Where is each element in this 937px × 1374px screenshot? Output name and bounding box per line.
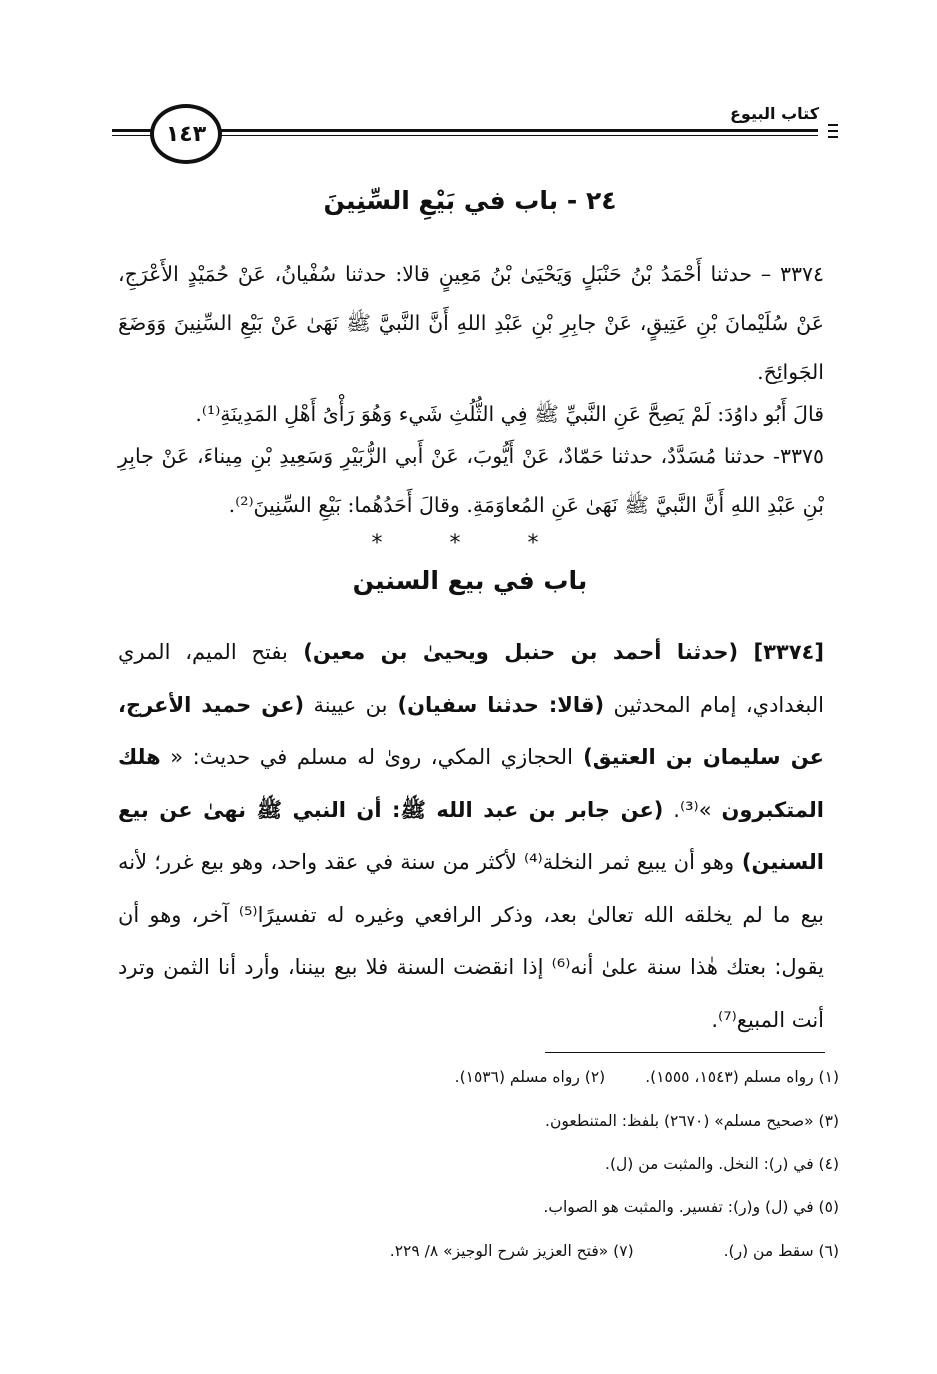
footnote-divider	[545, 1052, 825, 1053]
header-ornament	[828, 130, 838, 132]
footnote-5: (٥) في (ل) و(ر): تفسير. والمثبت هو الصواب.	[543, 1198, 839, 1216]
commentary-segment: (عن جابر بن عبد الله ﷺ: أن النبي ﷺ نهىٰ عن بيع السنين)	[118, 797, 824, 874]
header-rule-left-thin	[112, 135, 152, 136]
commentary-segment: بفتح الميم، المري البغدادي، إمام المحدثين	[118, 640, 824, 717]
header-ornament	[828, 136, 838, 138]
footnote-6: (٦) سقط من (ر).	[723, 1242, 839, 1260]
commentary-title: باب في بيع السنين	[352, 566, 588, 595]
footnote-1: (١) رواه مسلم (١٥٤٣، ١٥٥٥).	[645, 1068, 839, 1086]
commentary-segment: وهو أن يبيع ثمر النخلة⁽⁴⁾ لأكثر من سنة في عقد واحد، وهو بيع غرر؛ لأنه بيع ما لم يخلقه الله تعالىٰ بعد، وذكر الرافعي وغيره له تفسيرًا⁽⁵⁾ آخر، وهو أن يقول: بعتك هٰذا سنة علىٰ أنه⁽⁶⁾ إذا انقضت السنة فلا بيع بيننا، وأرد أنا الثمن وترد أنت المبيع⁽⁷⁾.	[118, 850, 824, 1032]
footnote-4: (٤) في (ر): النخل. والمثبت من (ل).	[605, 1155, 839, 1173]
commentary-segment: (عن حميد الأعرج، عن سليمان بن العتيق)	[118, 692, 824, 769]
running-title: كتاب البيوع	[724, 104, 825, 123]
footnote-3: (٣) «صحيح مسلم» (٢٦٧٠) بلفظ: المتنطعون.	[545, 1112, 839, 1130]
commentary-paragraph	[118, 626, 824, 1046]
footnote-line	[390, 1242, 839, 1260]
footnote-line	[455, 1068, 839, 1086]
commentary-segment: (قالا: حدثنا سفيان)	[387, 692, 605, 717]
header-rule-right	[220, 129, 818, 132]
commentary-segment: »⁽³⁾.	[663, 797, 722, 822]
hadith-3375: ٣٣٧٥- حدثنا مُسَدَّدٌ، حدثنا حَمّادٌ، عَنْ أَيُّوبَ، عَنْ أَبي الزُّبَيْرِ وَسَعِيدِ بْنِ مِيناءَ، عَنْ جابِرِ بْنِ عَبْدِ اللهِ أَنَّ النَّبيَّ ﷺ نَهَىٰ عَنِ المُعاوَمَةِ. وقالَ أَحَدُهُما: بَيْعِ السِّنِينَ⁽²⁾.	[118, 444, 824, 517]
commentary-segment: هلك المتكبرون	[118, 745, 824, 822]
abu-dawud-note: قالَ أَبُو داوُدَ: لَمْ يَصِحَّ عَنِ النَّبيِّ ﷺ فِي الثُّلُثِ شَيء وَهُوَ رَأْىُ أَهْلِ المَدِينَةِ⁽¹⁾.	[195, 402, 824, 426]
commentary-segment: [٣٣٧٤] (حدثنا أحمد بن حنبل ويحيىٰ بن معين)	[287, 640, 824, 664]
header-rule-right-thin	[220, 135, 818, 136]
page-number: ١٤٣	[165, 121, 207, 147]
footnote-7: (٧) «فتح العزيز شرح الوجيز» ٨/ ٢٢٩.	[389, 1242, 634, 1260]
header-ornament	[828, 124, 838, 126]
commentary-segment: بن عيينة	[304, 692, 388, 717]
section-separator: * * *	[371, 531, 569, 556]
header-rule-left	[112, 129, 152, 132]
section-title: ٢٤ - باب في بَيْعِ السِّنِينَ	[323, 186, 617, 215]
page-number-badge	[150, 104, 222, 164]
commentary-segment: الحجازي المكي، روىٰ له مسلم في حديث: «	[160, 745, 573, 769]
hadith-3374: ٣٣٧٤ – حدثنا أَحْمَدُ بْنُ حَنْبَلٍ وَيَحْيَىٰ بْنُ مَعِينٍ قالا: حدثنا سُفْيانُ، عَنْ حُمَيْدٍ الأَعْرَجِ، عَنْ سُلَيْمانَ بْنِ عَتِيقٍ، عَنْ جابِرِ بْنِ عَبْدِ اللهِ أَنَّ النَّبيَّ ﷺ نَهَىٰ عَنْ بَيْعِ السِّنِينَ وَوَضَعَ الجَوائِحَ.	[118, 262, 824, 384]
footnote-2: (٢) رواه مسلم (١٥٣٦).	[454, 1068, 606, 1086]
